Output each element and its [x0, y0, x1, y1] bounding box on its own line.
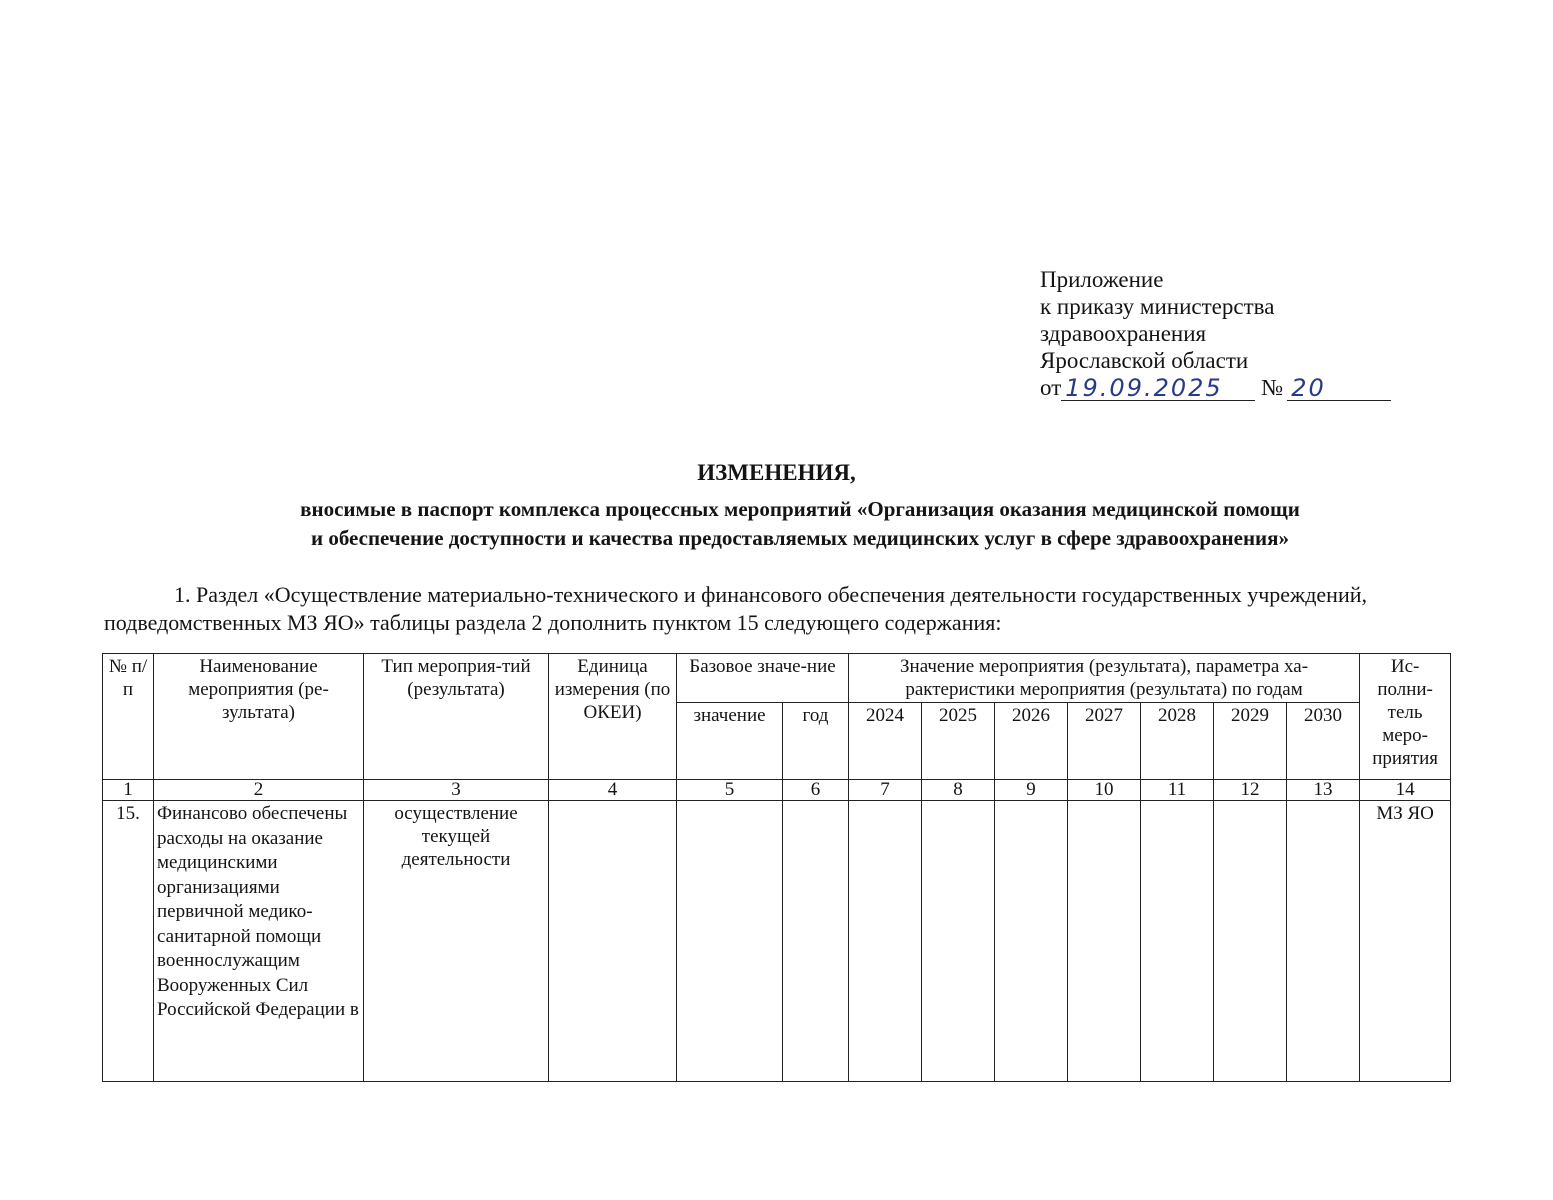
- subtitle-line-2: и обеспечение доступности и качества предоставляемых медицинских услуг в сфере здравоохранения»: [310, 526, 1290, 550]
- column-numbers-row: [103, 780, 1451, 801]
- row-base-year: [783, 801, 849, 1082]
- column-number: 6: [783, 780, 849, 801]
- handwritten-date: 19.09.2025: [1061, 376, 1255, 401]
- header-executor: Ис-полни-тель меро-приятия: [1360, 654, 1451, 780]
- appendix-line-4: Ярославской области: [1040, 348, 1249, 373]
- header-name: Наименование мероприятия (ре-зультата): [154, 654, 364, 780]
- subtitle-line-1: вносимые в паспорт комплекса процессных мероприятий «Организация оказания медицинской помощи: [300, 497, 1300, 521]
- column-number: 9: [995, 780, 1068, 801]
- appendix-line-1: Приложение: [1040, 267, 1164, 292]
- header-unit: Единица измерения (по ОКЕИ): [549, 654, 677, 780]
- number-sign: №: [1261, 375, 1284, 400]
- header-base-year: год: [783, 703, 849, 780]
- column-number: 1: [103, 780, 154, 801]
- row-value-2024: [849, 801, 922, 1082]
- body-paragraph: 1. Раздел «Осуществление материально-технического и финансового обеспечения деятельности государственных учреждений, подведомственных МЗ ЯО» таблицы раздела 2 дополнить пунктом 15 следующего содержания:: [104, 582, 1367, 635]
- header-year-2024: 2024: [849, 703, 922, 780]
- column-number: 13: [1287, 780, 1360, 801]
- appendix-line-3: здравоохранения: [1040, 321, 1207, 346]
- column-number: 10: [1068, 780, 1141, 801]
- header-year-2025: 2025: [922, 703, 995, 780]
- document-title: ИЗМЕНЕНИЯ,: [697, 460, 856, 485]
- header-base-value: значение: [677, 703, 783, 780]
- date-prefix: от: [1040, 375, 1062, 400]
- header-year-2030: 2030: [1287, 703, 1360, 780]
- column-number: 8: [922, 780, 995, 801]
- column-number: 3: [364, 780, 549, 801]
- appendix-block: [1040, 266, 1420, 401]
- row-value-2026: [995, 801, 1068, 1082]
- column-number: 11: [1141, 780, 1214, 801]
- document-subtitle: [120, 495, 1480, 553]
- row-name: Финансово обеспечены расходы на оказание медицинскими организациями первичной медико-санитарной помощи военнослужащим Вооруженных Сил Российской Федерации в: [154, 801, 364, 1082]
- column-number: 5: [677, 780, 783, 801]
- column-number: 14: [1360, 780, 1451, 801]
- row-type: осуществление текущей деятельности: [364, 801, 549, 1082]
- header-year-2027: 2027: [1068, 703, 1141, 780]
- header-year-2026: 2026: [995, 703, 1068, 780]
- header-year-2029: 2029: [1214, 703, 1287, 780]
- header-values: Значение мероприятия (результата), параметра ха-рактеристики мероприятия (результата) по годам: [849, 654, 1360, 703]
- changes-table: [102, 653, 1451, 1082]
- row-value-2027: [1068, 801, 1141, 1082]
- row-value-2025: [922, 801, 995, 1082]
- column-number: 7: [849, 780, 922, 801]
- header-num: № п/п: [103, 654, 154, 780]
- table-header-row: [103, 654, 1451, 703]
- table-row: [103, 801, 1451, 1082]
- appendix-line-2: к приказу министерства: [1040, 294, 1275, 319]
- column-number: 4: [549, 780, 677, 801]
- column-number: 2: [154, 780, 364, 801]
- header-type: Тип мероприя-тий (результата): [364, 654, 549, 780]
- row-base-value: [677, 801, 783, 1082]
- column-number: 12: [1214, 780, 1287, 801]
- row-num: 15.: [103, 801, 154, 1082]
- appendix-date-line: [1040, 374, 1420, 401]
- row-value-2030: [1287, 801, 1360, 1082]
- row-value-2028: [1141, 801, 1214, 1082]
- row-value-2029: [1214, 801, 1287, 1082]
- handwritten-number: 20: [1287, 376, 1391, 401]
- row-unit: [549, 801, 677, 1082]
- header-base: Базовое значе-ние: [677, 654, 849, 703]
- row-executor: МЗ ЯО: [1360, 801, 1451, 1082]
- header-year-2028: 2028: [1141, 703, 1214, 780]
